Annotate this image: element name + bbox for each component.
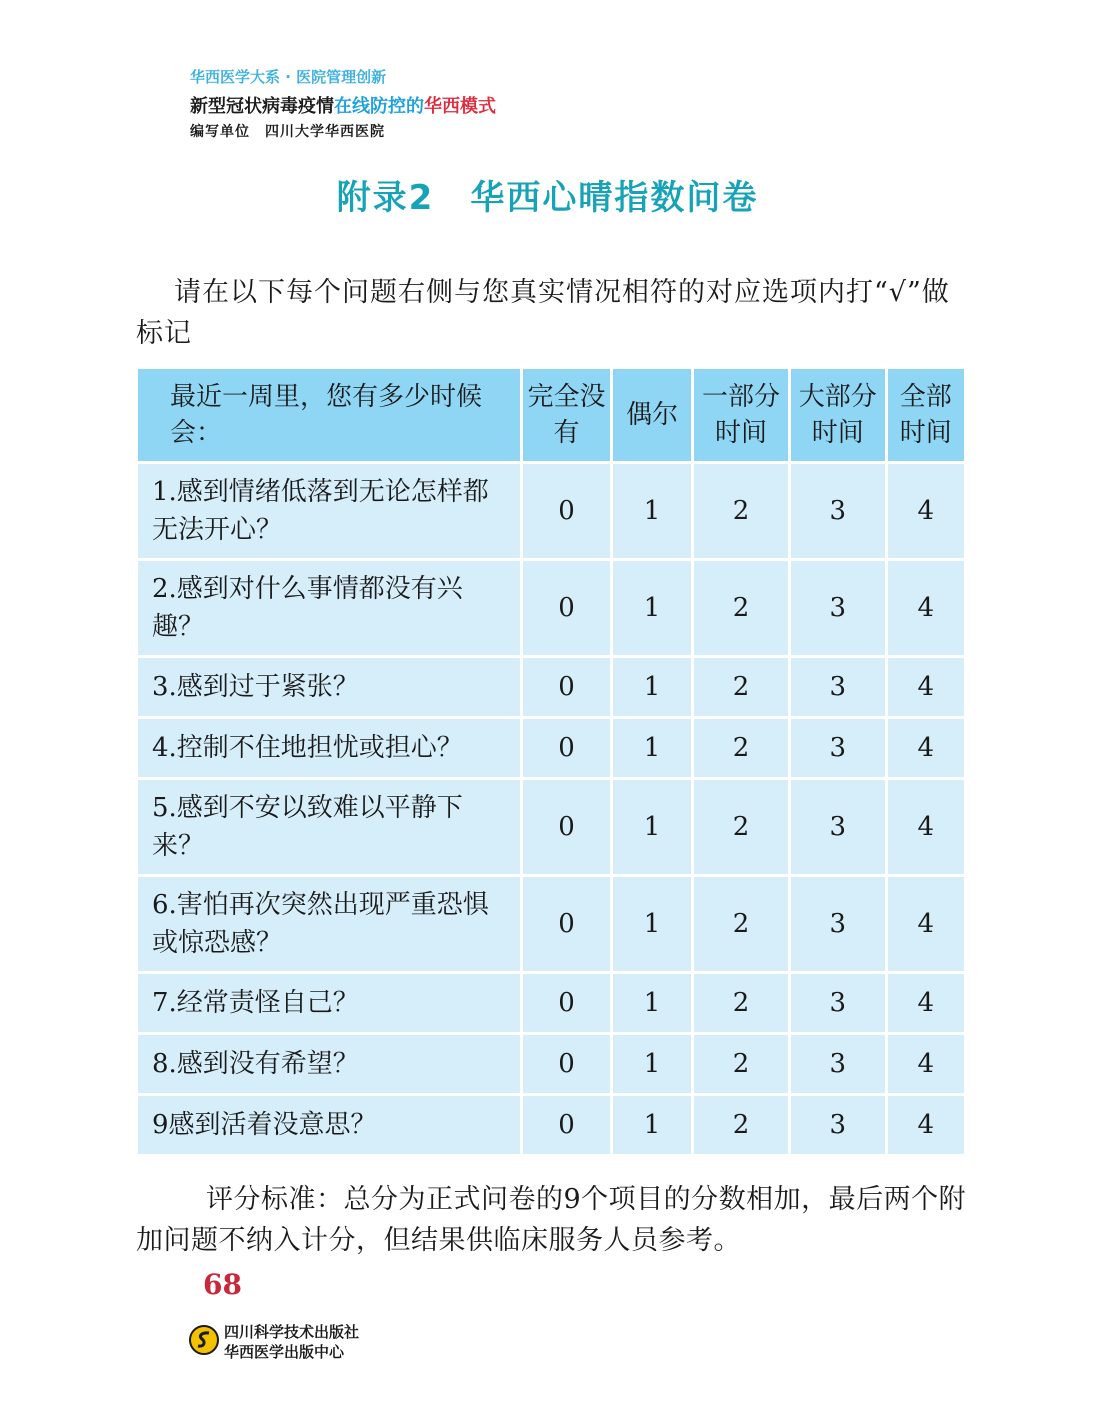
option-header: 一部分时间 xyxy=(694,369,788,461)
publisher-logo-icon xyxy=(188,1324,220,1356)
score-cell[interactable]: 4 xyxy=(888,877,964,971)
score-cell[interactable]: 4 xyxy=(888,1096,964,1154)
score-cell[interactable]: 2 xyxy=(694,974,788,1032)
scoring-note: 评分标准：总分为正式问卷的9个项目的分数相加，最后两个附加问题不纳入计分，但结果供临床服务人员参考。 xyxy=(136,1184,967,1256)
question-cell: 7.经常责怪自己？ xyxy=(138,974,520,1032)
table-row xyxy=(138,464,964,558)
score-cell[interactable]: 0 xyxy=(523,877,610,971)
book-title xyxy=(190,92,496,118)
table-row xyxy=(138,974,964,1032)
score-cell[interactable]: 0 xyxy=(523,658,610,716)
score-cell[interactable]: 1 xyxy=(613,658,691,716)
table-row xyxy=(138,780,964,874)
score-cell[interactable]: 2 xyxy=(694,719,788,777)
score-cell[interactable]: 1 xyxy=(613,464,691,558)
question-cell: 6.害怕再次突然出现严重恐惧或惊恐感？ xyxy=(138,877,520,971)
page-title: 附录2 华西心晴指数问卷 xyxy=(336,178,759,218)
score-cell[interactable]: 2 xyxy=(694,877,788,971)
score-cell[interactable]: 3 xyxy=(791,719,885,777)
score-cell[interactable]: 2 xyxy=(694,658,788,716)
publisher-names xyxy=(224,1322,359,1362)
option-header: 偶尔 xyxy=(613,369,691,461)
question-column-header: 最近一周里，您有多少时候会： xyxy=(138,369,520,461)
score-cell[interactable]: 1 xyxy=(613,780,691,874)
question-cell: 2.感到对什么事情都没有兴趣？ xyxy=(138,561,520,655)
score-cell[interactable]: 0 xyxy=(523,719,610,777)
score-cell[interactable]: 4 xyxy=(888,974,964,1032)
score-cell[interactable]: 2 xyxy=(694,561,788,655)
questionnaire-table xyxy=(135,366,967,1157)
table-header-row xyxy=(138,369,964,461)
question-cell: 1.感到情绪低落到无论怎样都无法开心？ xyxy=(138,464,520,558)
option-header: 全部时间 xyxy=(888,369,964,461)
score-cell[interactable]: 0 xyxy=(523,974,610,1032)
score-cell[interactable]: 2 xyxy=(694,464,788,558)
score-cell[interactable]: 2 xyxy=(694,780,788,874)
score-cell[interactable]: 1 xyxy=(613,1035,691,1093)
score-cell[interactable]: 3 xyxy=(791,780,885,874)
table-row xyxy=(138,1035,964,1093)
table-row xyxy=(138,719,964,777)
score-cell[interactable]: 3 xyxy=(791,877,885,971)
score-cell[interactable]: 4 xyxy=(888,780,964,874)
score-cell[interactable]: 3 xyxy=(791,974,885,1032)
page-number: 68 xyxy=(203,1268,242,1301)
score-cell[interactable]: 0 xyxy=(523,561,610,655)
score-cell[interactable]: 1 xyxy=(613,877,691,971)
series-title: 华西医学大系 · 医院管理创新 xyxy=(190,68,387,86)
score-cell[interactable]: 4 xyxy=(888,658,964,716)
score-cell[interactable]: 3 xyxy=(791,561,885,655)
publisher-line-2: 华西医学出版中心 xyxy=(224,1343,345,1361)
author-unit: 编写单位 四川大学华西医院 xyxy=(190,124,385,140)
option-header: 大部分时间 xyxy=(791,369,885,461)
score-cell[interactable]: 3 xyxy=(791,1096,885,1154)
score-cell[interactable]: 3 xyxy=(791,658,885,716)
score-cell[interactable]: 0 xyxy=(523,780,610,874)
score-cell[interactable]: 1 xyxy=(613,1096,691,1154)
score-cell[interactable]: 1 xyxy=(613,719,691,777)
score-cell[interactable]: 1 xyxy=(613,974,691,1032)
question-cell: 8.感到没有希望？ xyxy=(138,1035,520,1093)
table-row xyxy=(138,1096,964,1154)
intro-paragraph: 请在以下每个问题右侧与您真实情况相符的对应选项内打“√”做标记 xyxy=(136,277,950,349)
publisher-line-1: 四川科学技术出版社 xyxy=(224,1323,360,1341)
question-cell: 5.感到不安以致难以平静下来？ xyxy=(138,780,520,874)
question-cell: 9感到活着没意思？ xyxy=(138,1096,520,1154)
score-cell[interactable]: 4 xyxy=(888,1035,964,1093)
score-cell[interactable]: 1 xyxy=(613,561,691,655)
score-cell[interactable]: 4 xyxy=(888,561,964,655)
table-row xyxy=(138,561,964,655)
table-row xyxy=(138,658,964,716)
book-title-part-a: 新型冠状病毒疫情 xyxy=(190,96,334,117)
table-row xyxy=(138,877,964,971)
score-cell[interactable]: 2 xyxy=(694,1035,788,1093)
score-cell[interactable]: 3 xyxy=(791,1035,885,1093)
question-cell: 3.感到过于紧张？ xyxy=(138,658,520,716)
score-cell[interactable]: 4 xyxy=(888,464,964,558)
question-cell: 4.控制不住地担忧或担心？ xyxy=(138,719,520,777)
score-cell[interactable]: 4 xyxy=(888,719,964,777)
option-header: 完全没有 xyxy=(523,369,610,461)
score-cell[interactable]: 3 xyxy=(791,464,885,558)
score-cell[interactable]: 0 xyxy=(523,1035,610,1093)
book-title-part-c: 华西模式 xyxy=(424,96,496,117)
score-cell[interactable]: 0 xyxy=(523,1096,610,1154)
score-cell[interactable]: 0 xyxy=(523,464,610,558)
book-title-part-b: 在线防控的 xyxy=(334,96,424,117)
score-cell[interactable]: 2 xyxy=(694,1096,788,1154)
